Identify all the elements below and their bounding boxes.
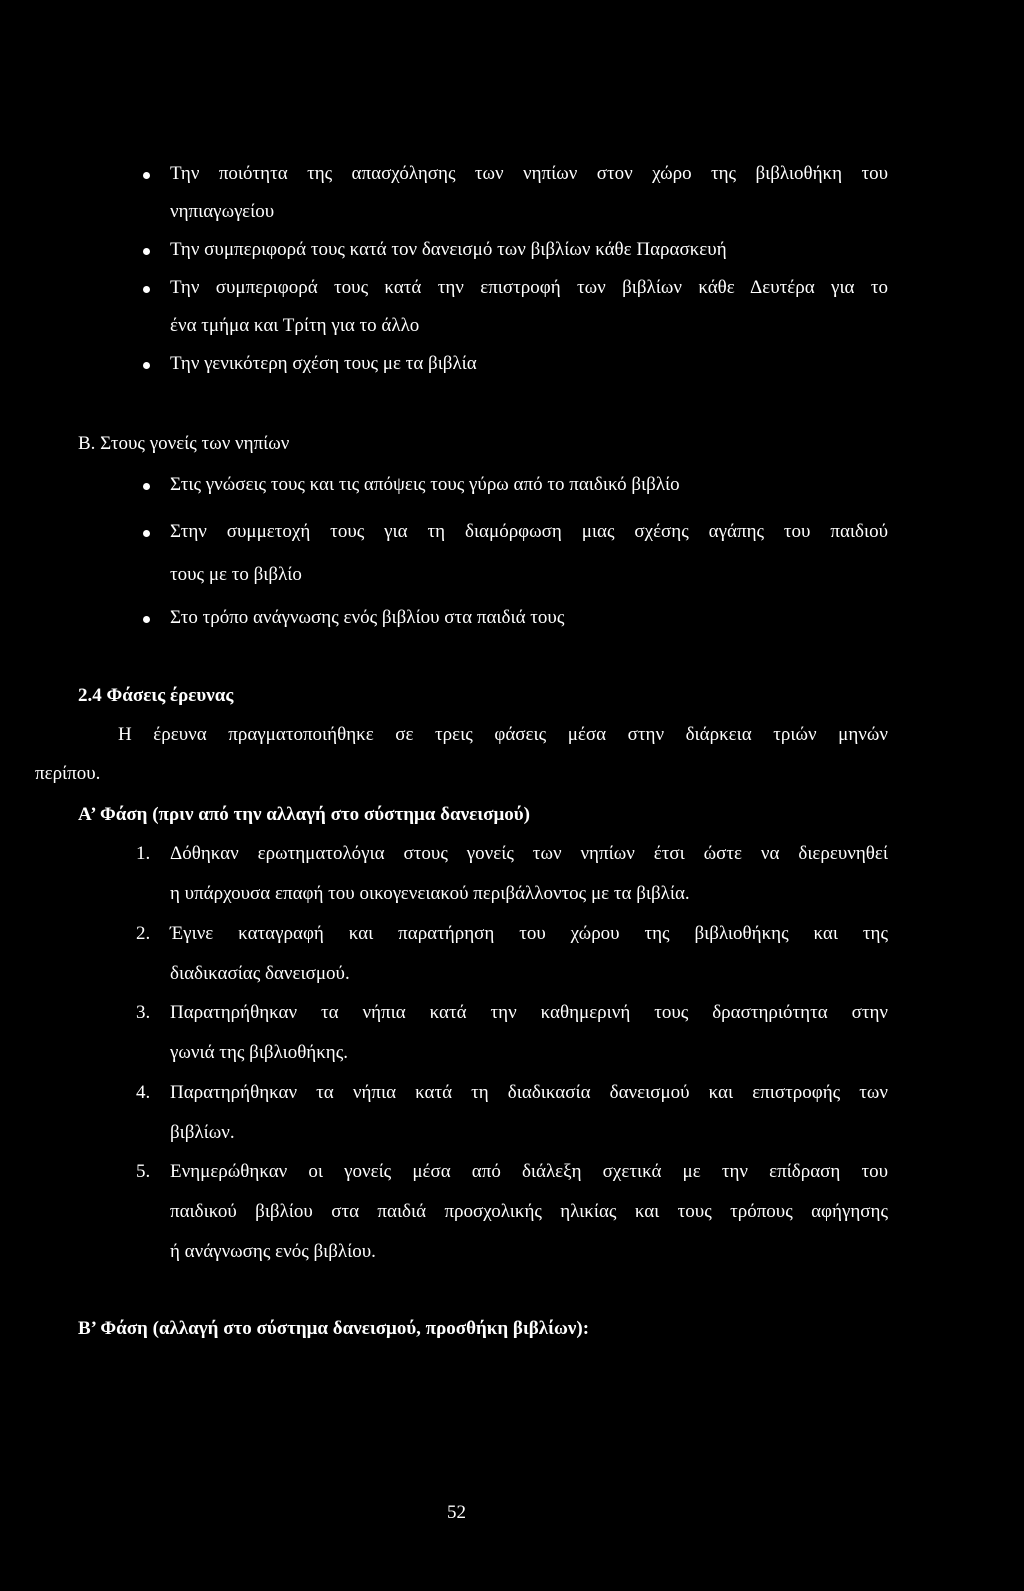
step-line: Δόθηκαν ερωτηματολόγια στους γονείς των νηπίων έτσι ώστε να διερευνηθεί (170, 843, 888, 864)
step-line: Παρατηρήθηκαν τα νήπια κατά τη διαδικασία δανεισμού και επιστροφής των (170, 1082, 888, 1103)
bullet-icon (143, 172, 150, 179)
step-number: 5. (136, 1161, 151, 1182)
intro-line: Η έρευνα πραγματοποιήθηκε σε τρεις φάσεις μέσα στην διάρκεια τριών μηνών (118, 724, 888, 745)
step-line: παιδικού βιβλίου στα παιδιά προσχολικής ηλικίας και τους τρόπους αφήγησης (170, 1201, 888, 1222)
list-item-line: Στην συμμετοχή τους για τη διαμόρφωση μιας σχέσης αγάπης του παιδιού (170, 521, 888, 542)
list-item-line: Την ποιότητα της απασχόλησης των νηπίων στον χώρο της βιβλιοθήκη του (170, 163, 888, 184)
step-number: 4. (136, 1082, 151, 1103)
section-title: 2.4 Φάσεις έρευνας (78, 685, 234, 706)
step-line: Έγινε καταγραφή και παρατήρηση του χώρου της βιβλιοθήκης και της (170, 923, 888, 944)
list-item-line: τους με το βιβλίο (170, 564, 302, 585)
step-number: 1. (136, 843, 151, 864)
list-item-line: Την γενικότερη σχέση τους με τα βιβλία (170, 353, 477, 374)
bullet-icon (143, 286, 150, 293)
list-item-line: νηπιαγωγείου (170, 201, 275, 222)
list-item-line: ένα τμήμα και Τρίτη για το άλλο (170, 315, 420, 336)
step-line: διαδικασίας δανεισμού. (170, 963, 350, 984)
list-item-line: Στις γνώσεις τους και τις απόψεις τους γύρω από το παιδικό βιβλίο (170, 474, 680, 495)
bullet-icon (143, 530, 150, 537)
step-line: Παρατηρήθηκαν τα νήπια κατά την καθημερινή τους δραστηριότητα στην (170, 1002, 888, 1023)
step-line: βιβλίων. (170, 1122, 235, 1143)
step-line: ή ανάγνωσης ενός βιβλίου. (170, 1241, 376, 1262)
phase-a-heading: Α’ Φάση (πριν από την αλλαγή στο σύστημα δανεισμού) (78, 804, 530, 825)
bullet-icon (143, 248, 150, 255)
list-item-line: Την συμπεριφορά τους κατά την επιστροφή των βιβλίων κάθε Δευτέρα για το (170, 277, 888, 298)
step-line: Ενημερώθηκαν οι γονείς μέσα από διάλεξη σχετικά με την επίδραση του (170, 1161, 888, 1182)
list-item-line: Την συμπεριφορά τους κατά τον δανεισμό των βιβλίων κάθε Παρασκευή (170, 239, 727, 260)
intro-line: περίπου. (35, 763, 101, 784)
page-number: 52 (447, 1502, 466, 1523)
bullet-icon (143, 616, 150, 623)
list-item-line: Στο τρόπο ανάγνωσης ενός βιβλίου στα παιδιά τους (170, 607, 565, 628)
step-number: 3. (136, 1002, 151, 1023)
step-number: 2. (136, 923, 151, 944)
step-line: η υπάρχουσα επαφή του οικογενειακού περιβάλλοντος με τα βιβλία. (170, 883, 690, 904)
step-line: γωνιά της βιβλιοθήκης. (170, 1042, 349, 1063)
bullet-icon (143, 483, 150, 490)
section-heading: Β. Στους γονείς των νηπίων (78, 433, 290, 454)
bullet-icon (143, 362, 150, 369)
phase-b-heading: Β’ Φάση (αλλαγή στο σύστημα δανεισμού, προσθήκη βιβλίων): (78, 1318, 590, 1339)
